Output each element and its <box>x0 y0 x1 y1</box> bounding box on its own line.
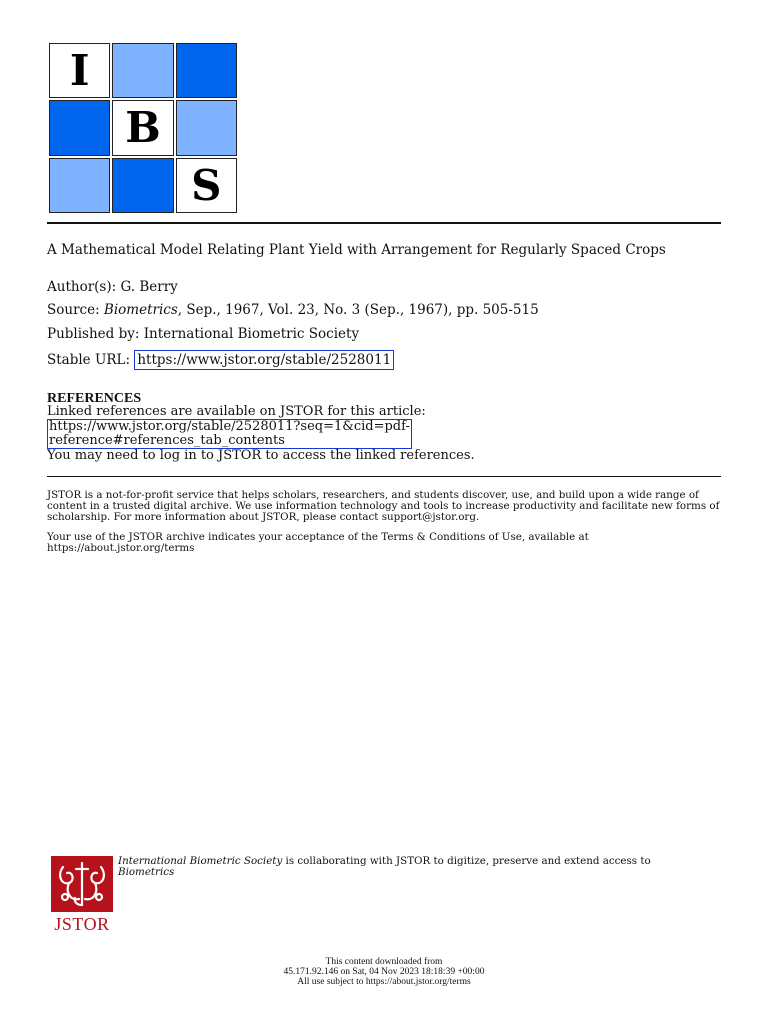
references-note: You may need to log in to JSTOR to access the linked references. <box>47 448 475 463</box>
publisher-value: International Biometric Society <box>143 326 360 342</box>
authors-line <box>47 280 178 295</box>
jstor-wordmark: JSTOR <box>54 914 110 934</box>
jstor-logo <box>51 856 113 936</box>
logo-tile <box>49 100 110 155</box>
references-heading: REFERENCES <box>47 391 142 406</box>
source-details: , Sep., 1967, Vol. 23, No. 3 (Sep., 1967), pp. 505-515 <box>177 302 539 318</box>
logo-letter-i: I <box>49 43 110 98</box>
download-footer <box>0 957 768 987</box>
authors-label: Author(s): <box>47 279 117 295</box>
stable-url-label: Stable URL: <box>47 352 131 368</box>
source-journal: Biometrics <box>103 302 178 318</box>
collab-org: International Biometric Society <box>118 855 283 867</box>
logo-tile <box>112 43 173 98</box>
references-link-line1[interactable]: https://www.jstor.org/stable/2528011?seq=1&cid=pdf- <box>49 419 410 434</box>
stable-url-line <box>47 353 394 368</box>
collab-journal: Biometrics <box>118 866 175 878</box>
footer-line3: All use subject to https://about.jstor.org/terms <box>297 977 471 987</box>
references-link-line2[interactable]: reference#references_tab_contents <box>49 433 285 448</box>
logo-tile <box>176 43 237 98</box>
collaboration-text <box>118 856 658 878</box>
jstor-seal-icon <box>51 856 113 912</box>
ibs-logo <box>49 43 237 213</box>
footer-line2: 45.171.92.146 on Sat, 04 Nov 2023 18:18:39 +00:00 <box>283 967 485 977</box>
top-divider <box>47 222 721 224</box>
source-label: Source: <box>47 302 100 318</box>
section-divider <box>47 476 721 477</box>
publisher-line <box>47 327 359 342</box>
stable-url-link[interactable]: https://www.jstor.org/stable/2528011 <box>134 350 394 370</box>
publisher-label: Published by: <box>47 326 140 342</box>
logo-tile <box>49 158 110 213</box>
logo-tile <box>112 158 173 213</box>
authors-value: G. Berry <box>120 279 178 295</box>
terms-notice: Your use of the JSTOR archive indicates your acceptance of the Terms & Conditions of Use, available at https://about.jstor.org/terms <box>47 531 589 554</box>
references-block <box>47 405 727 463</box>
source-line <box>47 303 539 318</box>
logo-letter-b: B <box>112 100 173 155</box>
logo-tile <box>176 100 237 155</box>
article-title: A Mathematical Model Relating Plant Yield with Arrangement for Regularly Spaced Crops <box>47 242 666 258</box>
references-intro: Linked references are available on JSTOR for this article: <box>47 404 426 419</box>
references-link[interactable] <box>47 419 412 449</box>
logo-letter-s: S <box>176 158 237 213</box>
footer-line1: This content downloaded from <box>325 957 443 967</box>
jstor-notice: JSTOR is a not-for-profit service that helps scholars, researchers, and students discover, use, and build upon a wide range of content in a trusted digital archive. We use information technology and tools to increase productivity and facilitate new forms of scholarship. For more information about JSTOR, please contact support@jstor.org. <box>47 489 720 523</box>
collab-text: is collaborating with JSTOR to digitize, preserve and extend access to <box>282 855 651 867</box>
